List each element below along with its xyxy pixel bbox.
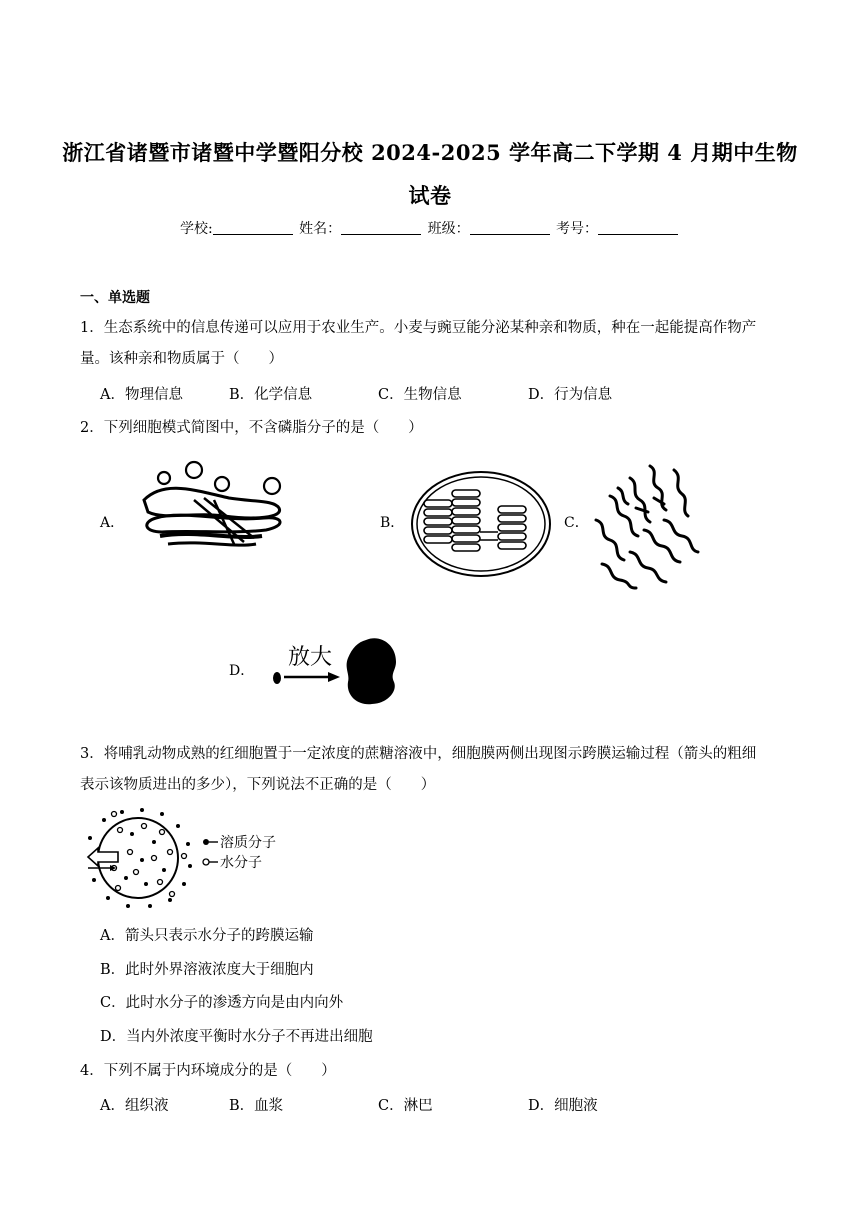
q1-option-c: C．生物信息 bbox=[378, 387, 462, 403]
q3-option-b: B．此时外界溶液浓度大于细胞内 bbox=[100, 962, 314, 978]
chloroplast-image bbox=[410, 470, 552, 578]
legend-markers bbox=[200, 834, 220, 874]
student-info-row bbox=[0, 218, 860, 238]
q1-option-d: D．行为信息 bbox=[528, 387, 613, 403]
q1-option-b: B．化学信息 bbox=[229, 387, 313, 403]
q4-stem: 4．下列不属于内环境成分的是（ ） bbox=[80, 1063, 336, 1079]
q3-option-a: A．箭头只表示水分子的跨膜运输 bbox=[100, 928, 314, 944]
q2-image-label-c: C． bbox=[564, 515, 589, 531]
q2-stem: 2．下列细胞模式简图中，不含磷脂分子的是（ ） bbox=[80, 420, 423, 436]
q2-image-label-d: D． bbox=[229, 663, 255, 679]
golgi-apparatus-image bbox=[134, 460, 294, 560]
q1-option-a: A．物理信息 bbox=[100, 387, 183, 403]
q1-stem-line2: 量。该种亲和物质属于（ ） bbox=[80, 351, 283, 367]
q2-image-label-a: A． bbox=[100, 515, 125, 531]
legend-solute: 溶质分子 bbox=[220, 835, 276, 851]
section-heading: 一、单选题 bbox=[80, 290, 150, 306]
school-label: 学校: bbox=[179, 221, 213, 237]
q1-stem-line1: 1．生态系统中的信息传递可以应用于农业生产。小麦与豌豆能分泌某种亲和物质，种在一起能提高作物产 bbox=[80, 320, 757, 336]
q4-option-b: B．血浆 bbox=[229, 1098, 284, 1114]
q2-image-label-b: B． bbox=[380, 515, 405, 531]
q4-option-a: A．组织液 bbox=[100, 1098, 169, 1114]
q3-stem-line1: 3．将哺乳动物成熟的红细胞置于一定浓度的蔗糖溶液中，细胞膜两侧出现图示跨膜运输过程（箭头的粗细 bbox=[80, 746, 757, 762]
red-blood-cell-transport-diagram bbox=[84, 808, 202, 908]
q4-option-c: C．淋巴 bbox=[378, 1098, 433, 1114]
enlarge-text: 放大 bbox=[288, 645, 333, 670]
legend-water: 水分子 bbox=[220, 855, 262, 871]
school-blank bbox=[213, 220, 293, 235]
exam-number-blank bbox=[598, 220, 678, 235]
q3-stem-line2: 表示该物质进出的多少），下列说法不正确的是（ ） bbox=[80, 777, 436, 793]
exam-number-label: 考号： bbox=[556, 221, 599, 237]
q4-option-d: D．细胞液 bbox=[528, 1098, 598, 1114]
q3-option-d: D．当内外浓度平衡时水分子不再进出细胞 bbox=[100, 1029, 373, 1045]
class-label: 班级： bbox=[427, 221, 470, 237]
q3-option-c: C．此时水分子的渗透方向是由内向外 bbox=[100, 995, 344, 1011]
exam-title-line1: 浙江省诸暨市诸暨中学暨阳分校 2024-2025 学年高二下学期 4 月期中生物 bbox=[62, 140, 798, 165]
exam-title-line2: 试卷 bbox=[408, 183, 452, 208]
endoplasmic-reticulum-image bbox=[590, 460, 702, 590]
name-blank bbox=[341, 220, 421, 235]
name-label: 姓名： bbox=[299, 221, 342, 237]
class-blank bbox=[470, 220, 550, 235]
